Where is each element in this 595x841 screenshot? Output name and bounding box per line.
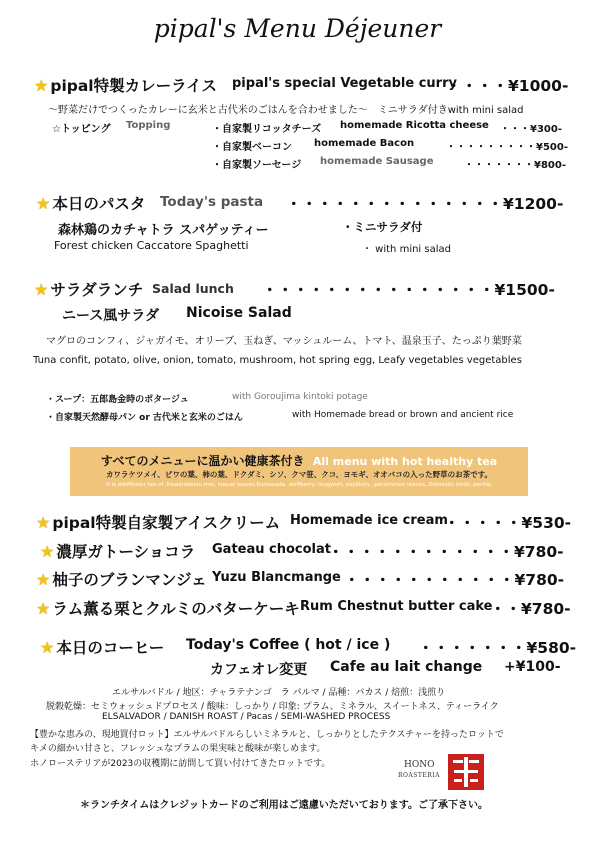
- pasta-dish-jp: 森林鶏のカチャトラ スパゲッティー: [58, 223, 269, 238]
- coffee-info-line-1: エルサルバドル / 地区：チャラテナンゴ ラ パルマ / 品種：パカス / 焙煎：浅煎り: [112, 688, 446, 698]
- cafe-au-lait-jp: カフェオレ変更: [210, 662, 308, 678]
- curry-name-jp: pipal特製カレーライス: [50, 77, 218, 95]
- topping-item-3-price: ・・・・・・・¥800-: [464, 160, 566, 171]
- coffee-desc-2: キメの細かい甘さと、フレッシュなプラムの果実味と酸味が楽しめます。: [30, 744, 326, 754]
- banner-line-1: すべてのメニューに温かい健康茶付き All menu with hot healthy tea: [100, 454, 498, 468]
- topping-item-1-en: homemade Ricotta cheese: [340, 120, 489, 131]
- topping-item-3-jp: ・自家製ソーセージ: [212, 160, 302, 171]
- topping-item-3-en: homemade Sausage: [320, 156, 434, 167]
- star-icon: ★: [34, 76, 49, 95]
- dessert-4-price: ・・¥780-: [490, 600, 571, 618]
- coffee-desc-3: ホノローステリアが2023の収穫期に訪問して買い付けてきたロットです。: [30, 759, 331, 769]
- curry-price: ・・・・¥1000-: [446, 77, 569, 95]
- pasta-dish-en: Forest chicken Caccatore Spaghetti: [54, 239, 249, 252]
- pasta-side-jp: ・ミニサラダ付: [342, 220, 423, 234]
- pasta-side-en: ・ with mini salad: [362, 244, 451, 255]
- star-icon: ★: [36, 570, 51, 589]
- logo-text-roasteria: ROASTERIA: [398, 772, 440, 779]
- coffee-info-line-2: 脱穀乾燥：セミウォッシュドプロセス / 酸味：しっかり / 印象: プラム、ミネラル、スイートネス、ティーライク: [46, 702, 499, 712]
- salad-bread-en: with Homemade bread or brown and ancient rice: [292, 410, 514, 420]
- star-icon: ★: [40, 638, 55, 657]
- coffee-desc-1: 【豊かな恵みの、現地買付ロット】エルサルバドルらしいミネラルと、しっかりとしたテクスチャーを持ったロットで: [30, 730, 504, 740]
- dessert-3-price: ・・・・・・・・・・・¥780-: [344, 571, 565, 589]
- hono-logo-icon: [448, 754, 484, 790]
- topping-item-2-price: ・・・・・・・・・¥500-: [446, 142, 568, 153]
- dessert-1-en: Homemade ice cream: [290, 513, 448, 528]
- cafe-au-lait-en: Cafe au lait change: [330, 659, 483, 675]
- topping-label-jp: ☆トッピング: [52, 124, 111, 135]
- topping-item-1-price: ・・・¥300-: [500, 124, 562, 135]
- credit-card-notice: ＊ランチタイムはクレジットカードのご利用はご遠慮いただいております。ご了承下さい。: [80, 800, 488, 811]
- salad-price: ・・・・・・・・・・・・・・・¥1500-: [262, 281, 555, 299]
- topping-item-2-jp: ・自家製ベーコン: [212, 142, 292, 153]
- curry-heading: [34, 74, 217, 96]
- salad-soup-jp: ・スープ：五郎島金時のポタージュ: [46, 395, 189, 405]
- dessert-4-jp: ★ ラム薫る栗とクルミのバターケーキ: [36, 599, 300, 618]
- star-icon: ★: [36, 194, 51, 213]
- coffee-info-line-3: ELSALVADOR / DANISH ROAST / Pacas / SEMI-WASHED PROCESS: [102, 712, 391, 722]
- coffee-name-en: Today's Coffee ( hot / ice ): [186, 637, 391, 653]
- salad-heading: ★ サラダランチ: [34, 280, 144, 299]
- topping-item-1-jp: ・自家製リコッタチーズ: [212, 124, 322, 135]
- curry-description: ～野菜だけでつくったカレーに玄米と古代米のごはんを合わせました～ ミニサラダ付きwith mini salad: [48, 105, 524, 116]
- salad-dish-jp: ニース風サラダ: [62, 308, 160, 324]
- menu-title: pipal's Menu Déjeuner: [153, 14, 442, 43]
- healthy-tea-banner: [70, 447, 528, 496]
- topping-item-2-en: homemade Bacon: [314, 138, 415, 149]
- salad-name-en: Salad lunch: [152, 281, 234, 296]
- salad-ingredients-en: Tuna confit, potato, olive, onion, tomato, mushroom, hot spring egg, Leafy vegetables vegetables: [33, 355, 522, 366]
- dessert-1-price: ・・・・・¥530-: [444, 514, 572, 532]
- coffee-heading: ★ 本日のコーヒー: [40, 638, 165, 657]
- dessert-3-jp: ★ 柚子のブランマンジェ: [36, 570, 207, 589]
- star-icon: ★: [40, 542, 55, 561]
- pasta-price: ・・・・・・・・・・・・・・¥1200-: [286, 195, 564, 213]
- topping-label-en: Topping: [126, 120, 171, 131]
- salad-soup-en: with Goroujima kintoki potage: [232, 392, 368, 402]
- salad-dish-en: Nicoise Salad: [186, 305, 292, 321]
- dessert-2-price: ・・・・・・・・・・・・¥780-: [328, 543, 564, 561]
- salad-ingredients-jp: マグロのコンフィ、ジャガイモ、オリーブ、玉ねぎ、マッシュルーム、トマト、温泉玉子、たっぷり葉野菜: [46, 336, 522, 347]
- logo-text-hono: HONO: [404, 760, 435, 770]
- cafe-au-lait-price: +¥100-: [504, 659, 561, 675]
- banner-line-2: カワラケツメイ、ビワの葉、柿の葉、ドクダミ、シソ、クマ笹、クコ、ヨモギ、オオバコの入った野草のお茶です。: [105, 470, 493, 479]
- star-icon: ★: [36, 513, 51, 532]
- pasta-heading: ★ 本日のパスタ: [36, 194, 146, 213]
- banner-line-3: It is wildflower tea of ,Kawaraketsu mei, loquat leaves,Kumasada, wolfberry, mugwort, psyllium,, persimmon leaves, Domestic birds, perilla,: [106, 482, 492, 488]
- curry-name-en: pipal's special Vegetable curry: [232, 76, 457, 91]
- coffee-price: ・・・・・・・¥580-: [418, 639, 577, 657]
- star-icon: ★: [36, 599, 51, 618]
- dessert-4-en: Rum Chestnut butter cake: [300, 599, 493, 614]
- dessert-1-jp: ★ pipal特製自家製アイスクリーム: [36, 513, 281, 532]
- dessert-2-en: Gateau chocolat: [212, 542, 331, 557]
- star-icon: ★: [34, 280, 49, 299]
- salad-bread-jp: ・自家製天然酵母パン or 古代米と玄米のごはん: [46, 413, 243, 423]
- dessert-2-jp: ★ 濃厚ガトーショコラ: [40, 542, 196, 561]
- dessert-3-en: Yuzu Blancmange: [212, 570, 341, 585]
- pasta-name-en: Today's pasta: [160, 194, 264, 210]
